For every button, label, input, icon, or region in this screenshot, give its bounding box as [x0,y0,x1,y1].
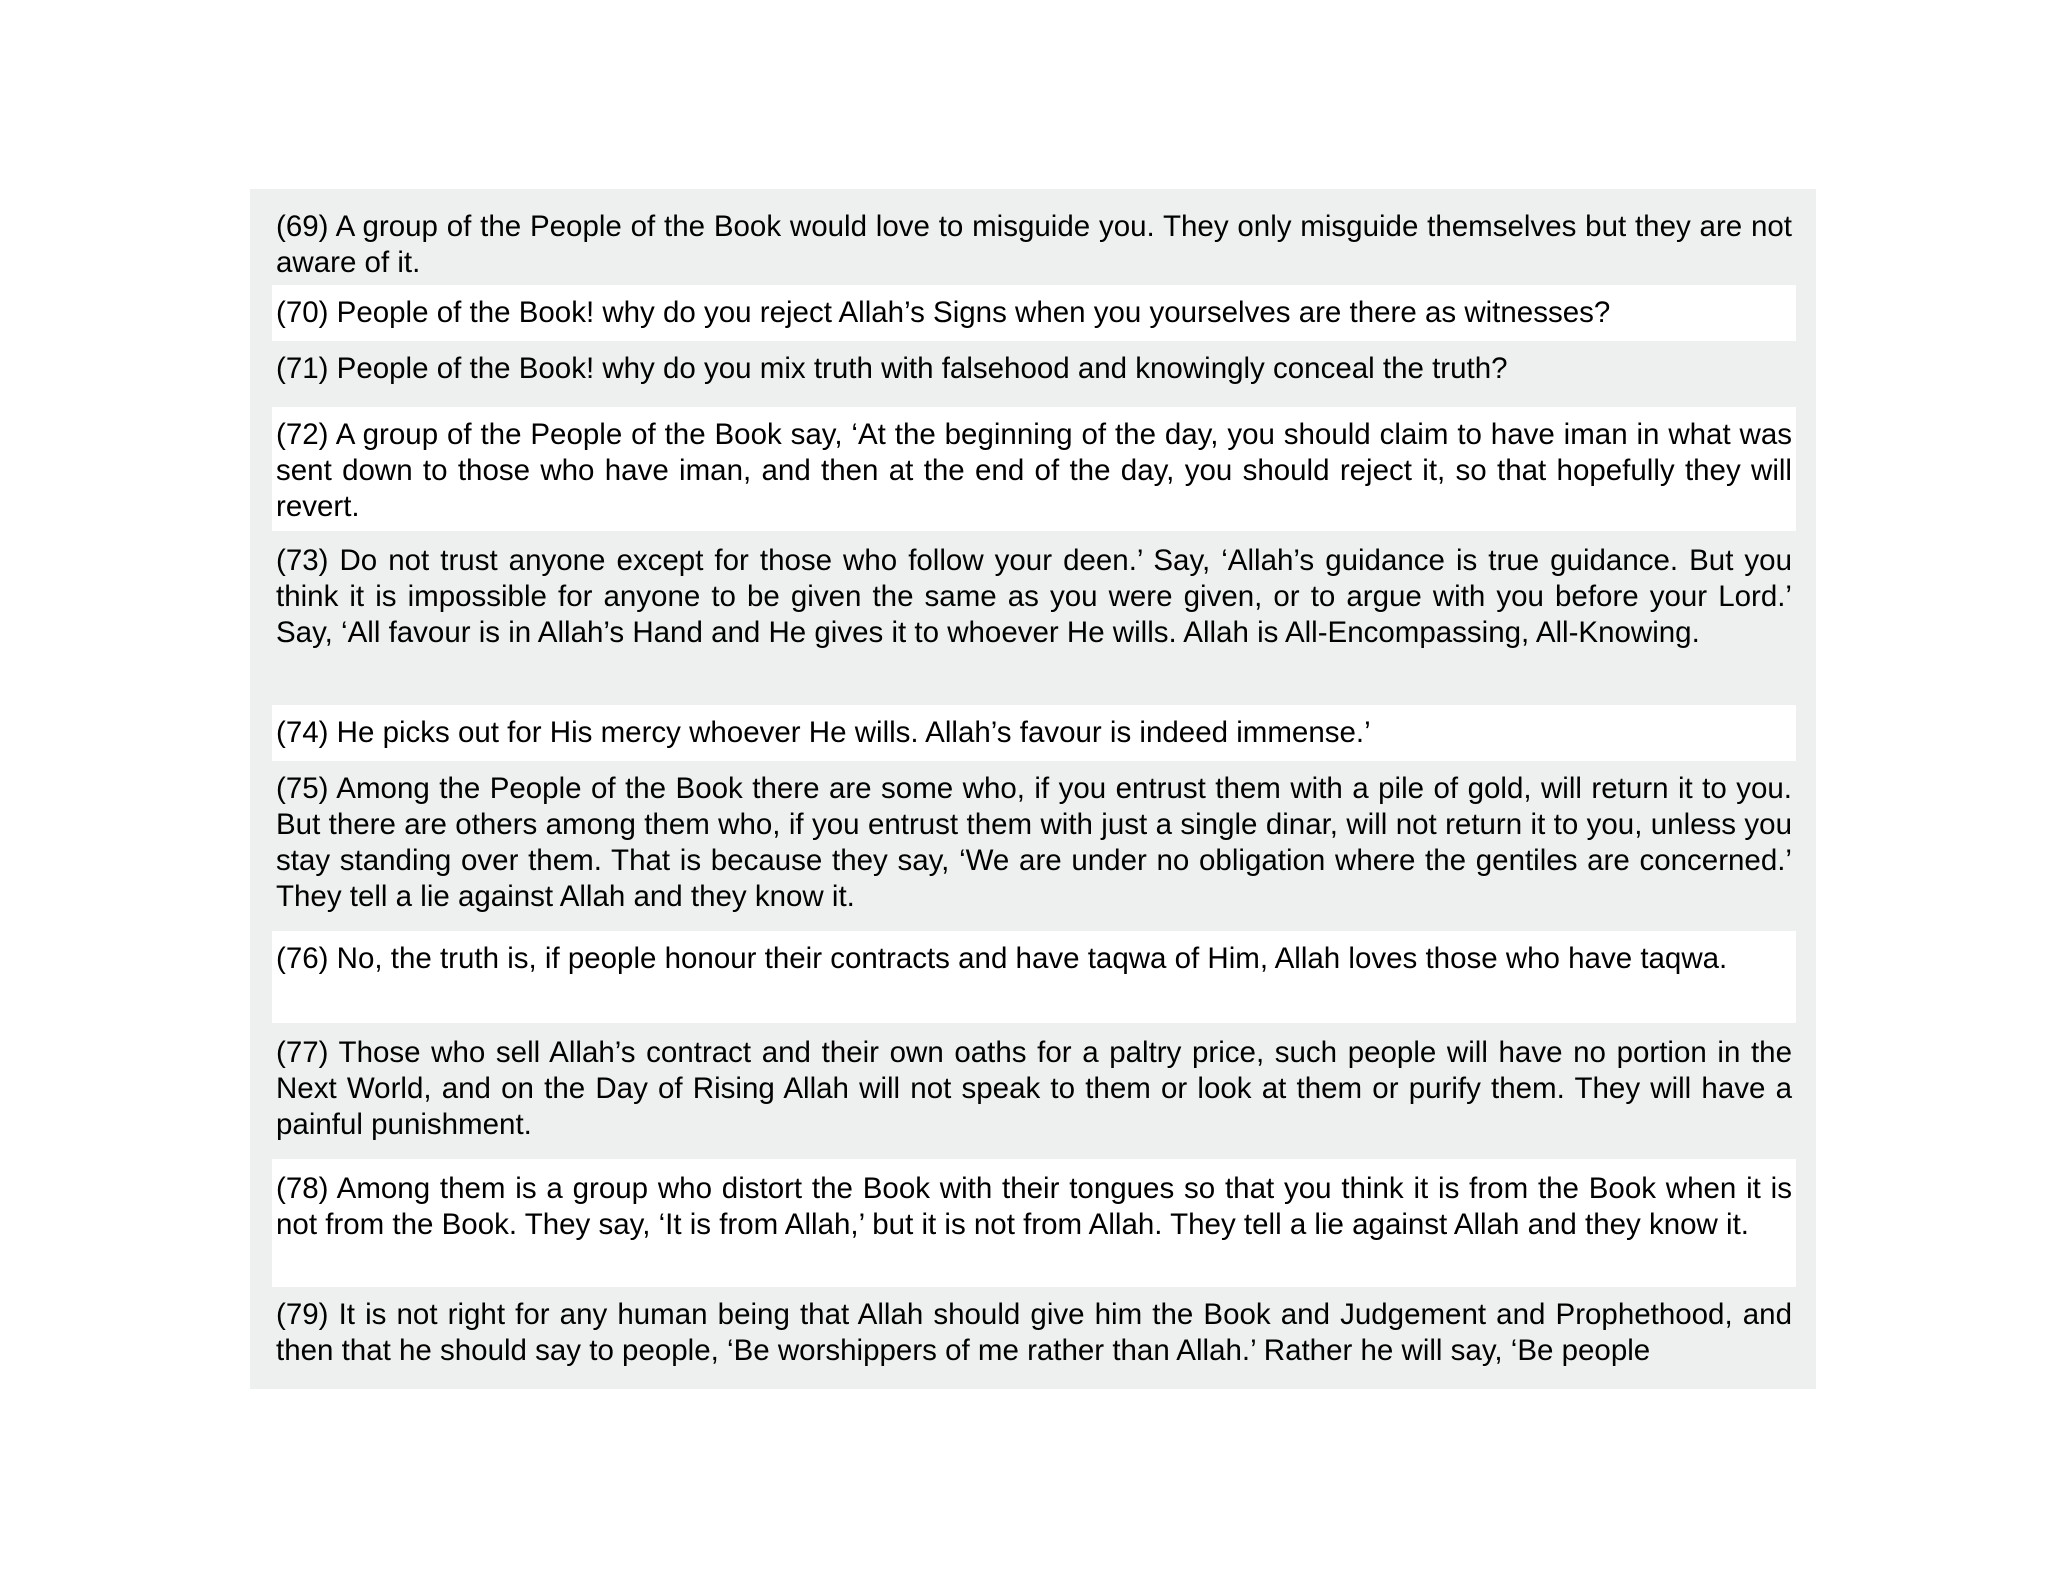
verse-71: (71) People of the Book! why do you mix truth with falsehood and knowingly conceal the truth? [272,341,1796,407]
verse-76: (76) No, the truth is, if people honour their contracts and have taqwa of Him, Allah loves those who have taqwa. [272,931,1796,1023]
verse-panel [250,189,1816,1389]
verse-70: (70) People of the Book! why do you reject Allah’s Signs when you yourselves are there as witnesses? [272,285,1796,341]
verse-78: (78) Among them is a group who distort the Book with their tongues so that you think it is from the Book when it is not from the Book. They say, ‘It is from Allah,’ but it is not from Allah. They tell a lie against Allah and they know it. [272,1159,1796,1287]
verse-73: (73) Do not trust anyone except for those who follow your deen.’ Say, ‘Allah’s guidance is true guidance. But you think it is impossible for anyone to be given the same as you were given, or to argue with you before your Lord.’ Say, ‘All favour is in Allah’s Hand and He gives it to whoever He wills. Allah is All-Encompassing, All-Knowing. [272,531,1796,705]
verse-77: (77) Those who sell Allah’s contract and their own oaths for a paltry price, such people will have no portion in the Next World, and on the Day of Rising Allah will not speak to them or look at them or purify them. They will have a painful punishment. [272,1023,1796,1159]
verse-72: (72) A group of the People of the Book say, ‘At the beginning of the day, you should claim to have iman in what was sent down to those who have iman, and then at the end of the day, you should reject it, so that hopefully they will revert. [272,407,1796,531]
verse-list [272,201,1796,1387]
verse-69: (69) A group of the People of the Book would love to misguide you. They only misguide themselves but they are not aware of it. [272,201,1796,285]
verse-74: (74) He picks out for His mercy whoever He wills. Allah’s favour is indeed immense.’ [272,705,1796,761]
verse-79: (79) It is not right for any human being that Allah should give him the Book and Judgement and Prophethood, and then that he should say to people, ‘Be worshippers of me rather than Allah.’ Rather he will say, ‘Be people [272,1287,1796,1387]
verse-75: (75) Among the People of the Book there are some who, if you entrust them with a pile of gold, will return it to you. But there are others among them who, if you entrust them with just a single dinar, will not return it to you, unless you stay standing over them. That is because they say, ‘We are under no obligation where the gentiles are concerned.’ They tell a lie against Allah and they know it. [272,761,1796,931]
